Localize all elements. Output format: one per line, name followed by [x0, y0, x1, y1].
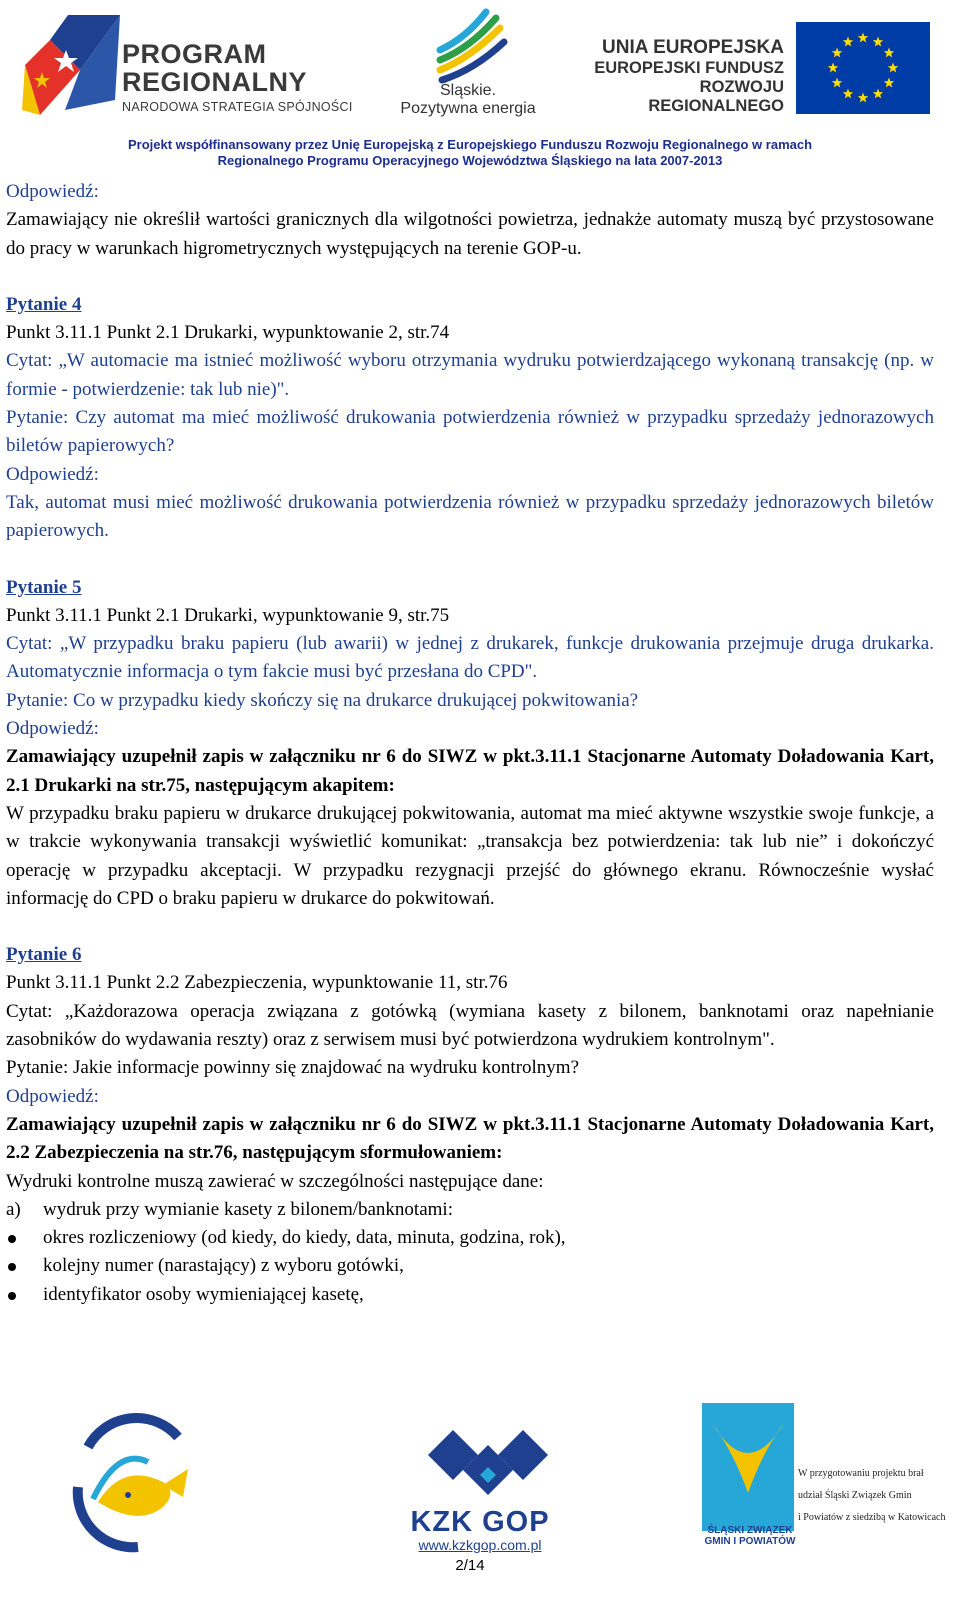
kzk-gop-link[interactable]: www.kzkgop.com.pl: [418, 1537, 542, 1553]
kzk-gop-name: KZK GOP: [410, 1506, 550, 1538]
bullet-icon: [8, 1263, 16, 1271]
bullet-icon: [8, 1292, 16, 1300]
list-item-a-text: wydruk przy wymianie kasety z bilonem/banknotami:: [43, 1198, 453, 1220]
program-line1: PROGRAM: [122, 39, 267, 69]
bullet-item: [6, 1252, 934, 1280]
project-note-line2: Regionalnego Programu Operacyjnego Województwa Śląskiego na lata 2007-2013: [217, 153, 723, 168]
ue-line3: ROZWOJU REGIONALNEGO: [648, 78, 784, 115]
document-body: [6, 178, 934, 1309]
question-5-citation: Cytat: „W przypadku braku papieru (lub awarii) w jednej z drukarek, funkcje drukowania przejmuje druga drukarka. Automatycznie informacja o tym fakcie musi być przesłana do CPD".: [6, 633, 934, 683]
question-5-answer-bold: Zamawiający uzupełnił zapis w załączniku nr 6 do SIWZ w pkt.3.11.1 Stacjonarne Automaty Doładowania Kart, 2.1 Drukarki na str.75, następującym akapitem:: [6, 746, 934, 796]
question-6-answer-intro: Wydruki kontrolne muszą zawierać w szczególności następujące dane:: [6, 1170, 544, 1192]
question-4-heading: Pytanie 4: [6, 293, 82, 315]
slaskie-line1: Śląskie.: [439, 82, 497, 99]
question-6-heading: Pytanie 6: [6, 944, 82, 966]
bullet-item: [6, 1224, 934, 1252]
question-6-question: Pytanie: Jakie informacje powinny się znajdować na wydruku kontrolnym?: [6, 1057, 580, 1079]
answer-label: Odpowiedź:: [6, 463, 99, 485]
question-6-answer-bold: Zamawiający uzupełnił zapis w załączniku nr 6 do SIWZ w pkt.3.11.1 Stacjonarne Automaty Doładowania Kart, 2.2 Zabezpieczenia na str.76, następującym sformułowaniem:: [6, 1113, 934, 1164]
project-note-line1: Projekt współfinansowany przez Unię Europejską z Europejskiego Funduszu Rozwoju Regionalnego w ramach: [127, 137, 813, 152]
page-footer: [0, 1395, 960, 1605]
answer-label: Odpowiedź:: [6, 718, 99, 740]
szgp-note: [798, 1463, 948, 1529]
szgp-name-line1: ŚLĄSKI ZWIĄZEK: [707, 1525, 793, 1536]
szgp-name: [700, 1525, 800, 1547]
slaskie-text: [398, 82, 538, 118]
page-number: 2/14: [455, 1557, 485, 1574]
question-6-citation: Cytat: „Każdorazowa operacja związana z gotówką (wymiana kasety z bilonem, banknotami oraz napełnianie zasobników do wydawania reszty) oraz z serwisem musi być potwierdzona wydrukiem kontrolnym".: [6, 1000, 934, 1051]
question-5-answer: W przypadku braku papieru w drukarce drukującej pokwitowania, automat ma mieć aktywne wszystkie swoje funkcje, a w trakcie wykonywania transakcji wyświetlić komunikat: „transakcja bez potwierdzenia: tak lub nie” i dokończyć operację w przypadku akceptacji. W przypadku rezygnacji przejść do głównego ekranu. Równocześnie wysłać informację do CPD o braku papieru w drukarce do pokwitowań.: [6, 802, 934, 909]
project-cofinancing-note: [0, 137, 940, 169]
list-item-a: [6, 1196, 934, 1224]
question-4-question: Pytanie: Czy automat ma mieć możliwość drukowania potwierdzenia również w przypadku sprzedaży jednorazowych biletów papierowych?: [6, 407, 934, 457]
question-5-heading: Pytanie 5: [6, 576, 82, 598]
szgp-name-line2: GMIN I POWIATÓW: [704, 1536, 796, 1547]
szgp-note-line2: udział Śląski Związek Gmin: [798, 1490, 912, 1501]
program-line2: REGIONALNY: [122, 67, 308, 97]
answer-label: Odpowiedź:: [6, 1085, 99, 1107]
bullet-text: okres rozliczeniowy (od kiedy, do kiedy, data, minuta, godzina, rok),: [43, 1227, 566, 1249]
bullet-item: [6, 1281, 934, 1309]
answer-label: Odpowiedź:: [6, 181, 99, 202]
slaskie-line2: Pozytywna energia: [400, 100, 536, 117]
program-regionalny-text: [122, 40, 353, 114]
bullet-text: identyfikator osoby wymieniającej kasetę,: [43, 1283, 364, 1305]
question-4-reference: Punkt 3.11.1 Punkt 2.1 Drukarki, wypunktowanie 2, str.74: [6, 322, 450, 344]
szgp-note-line1: W przygotowaniu projektu brał: [798, 1468, 924, 1479]
kzk-gop-logo: [418, 1415, 558, 1515]
eu-flag-icon: [796, 22, 930, 114]
bullet-text: kolejny numer (narastający) z wyboru gotówki,: [43, 1255, 404, 1277]
ue-line2: EUROPEJSKI FUNDUSZ: [594, 59, 784, 77]
slaska-karta-uslug-publicznych-logo: [68, 1407, 198, 1557]
eu-fund-text: [566, 37, 784, 116]
intro-answer: Zamawiający nie określił wartości granicznych dla wilgotności powietrza, jednakże automaty muszą być przystosowane do pracy w warunkach higrometrycznych występujących na terenie GOP-u.: [6, 209, 934, 259]
ue-line1: UNIA EUROPEJSKA: [602, 37, 784, 58]
question-4-citation: Cytat: „W automacie ma istnieć możliwość wyboru otrzymania wydruku potwierdzającego wykonaną transakcję (np. w formie - potwierdzenie: tak lub nie)".: [6, 350, 934, 400]
question-5-reference: Punkt 3.11.1 Punkt 2.1 Drukarki, wypunktowanie 9, str.75: [6, 604, 450, 626]
question-4-answer: Tak, automat musi mieć możliwość drukowania potwierdzenia również w przypadku sprzedaży jednorazowych biletów papierowych.: [6, 491, 934, 542]
program-regionalny-logo: [20, 10, 130, 120]
bullet-icon: [8, 1235, 16, 1243]
question-6-reference: Punkt 3.11.1 Punkt 2.2 Zabezpieczenia, wypunktowanie 11, str.76: [6, 972, 508, 994]
list-marker-a: a): [6, 1198, 21, 1220]
question-5-question: Pytanie: Co w przypadku kiedy skończy się na drukarce drukującej pokwitowania?: [6, 689, 639, 711]
szgp-note-line3: i Powiatów z siedzibą w Katowicach: [798, 1512, 946, 1523]
page-header: [0, 0, 960, 180]
slaskie-logo: [430, 8, 510, 84]
program-line3: NARODOWA STRATEGIA SPÓJNOŚCI: [122, 100, 353, 114]
slaski-zwiazek-gmin-logo: [702, 1403, 794, 1531]
